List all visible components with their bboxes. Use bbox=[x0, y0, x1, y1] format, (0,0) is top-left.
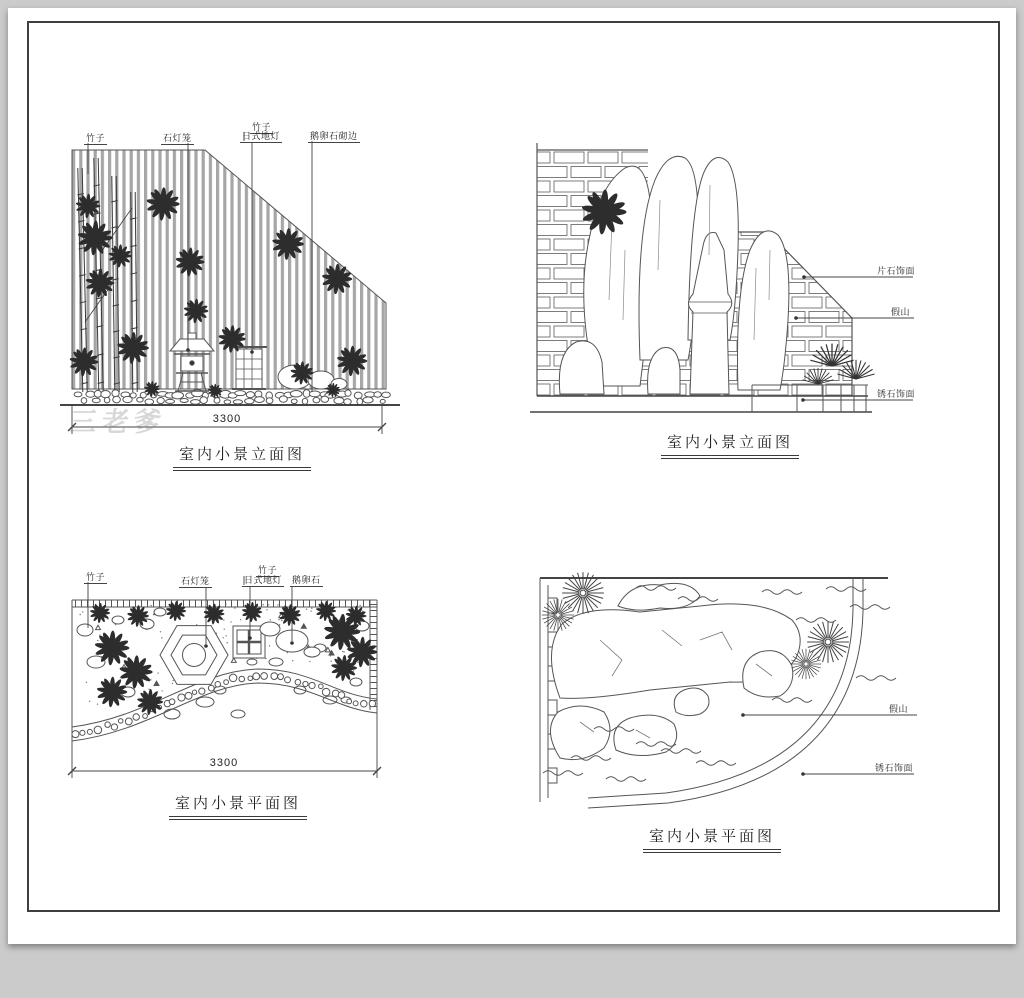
callout-rockery: 假山 bbox=[891, 307, 911, 317]
callout-rockery-plan: 假山 bbox=[889, 704, 909, 714]
callout-bamboo-2: 竹子 bbox=[252, 122, 272, 132]
callout-stone-lantern: 石灯笼 bbox=[163, 133, 192, 143]
plan-rockery bbox=[540, 578, 917, 808]
dimension-3300-plan: 3300 bbox=[209, 757, 239, 769]
rocks-plan bbox=[260, 622, 320, 657]
callout-slab-stone: 片石饰面 bbox=[877, 266, 916, 276]
callout-rust-stone: 锈石饰面 bbox=[877, 389, 916, 399]
title-plan-2: 室内小景平面图 bbox=[643, 825, 781, 853]
callout-pebble: 鹅卵石 bbox=[292, 575, 321, 585]
ground-lamp-elevation bbox=[231, 347, 267, 389]
callout-ground-lamp: 日式地灯 bbox=[242, 131, 281, 141]
callout-pebble-edge: 鹅卵石砌边 bbox=[310, 131, 358, 141]
callout-bamboo-plan: 竹子 bbox=[86, 572, 106, 582]
callout-ground-lamp-plan: 日式地灯 bbox=[244, 575, 283, 585]
title-elevation-1: 室内小景立面图 bbox=[173, 443, 311, 471]
title-elevation-2: 室内小景立面图 bbox=[661, 431, 799, 459]
title-plan-1: 室内小景平面图 bbox=[169, 792, 307, 820]
callout-bamboo-2-plan: 竹子 bbox=[258, 565, 278, 575]
callout-bamboo: 竹子 bbox=[86, 133, 106, 143]
dimension-3300: 3300 bbox=[212, 413, 242, 425]
watermark: 三老爹 bbox=[67, 407, 168, 437]
plan-garden bbox=[68, 576, 381, 778]
callout-rust-stone-plan: 锈石饰面 bbox=[875, 763, 914, 773]
stone-lantern-plan bbox=[160, 626, 228, 685]
callout-stone-lantern-plan: 石灯笼 bbox=[181, 576, 210, 586]
